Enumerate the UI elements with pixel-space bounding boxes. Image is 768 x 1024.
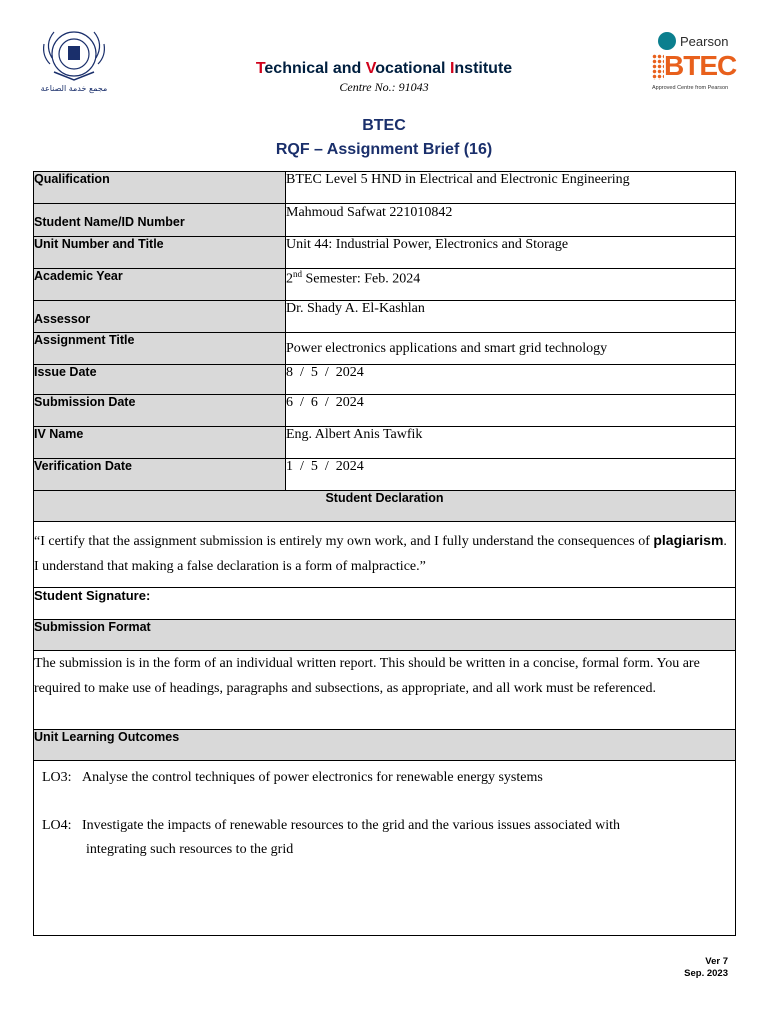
row-label: Qualification (34, 172, 286, 204)
institute-name: Technical and Vocational Institute (255, 60, 513, 77)
submission-format-heading: Submission Format (34, 620, 736, 651)
row-label: Unit Number and Title (34, 237, 286, 269)
submission-date-value: 6 / 6 / 2024 (286, 395, 736, 427)
unit-title-value: Unit 44: Industrial Power, Electronics and Storage (286, 237, 736, 269)
table-row (34, 491, 736, 522)
pearson-icon (658, 32, 676, 50)
student-signature-label: Student Signature: (34, 588, 736, 620)
document-title: BTEC (362, 117, 406, 134)
table-row (34, 651, 736, 730)
document-subtitle: RQF – Assignment Brief (16) (275, 141, 493, 158)
version-label: Ver 7 (705, 956, 728, 967)
btec-label: BTEC (664, 50, 737, 81)
logo-arabic-text: مجمع خدمة الصناعة (40, 84, 108, 93)
table-row (34, 172, 736, 204)
table-row (34, 588, 736, 620)
learning-outcomes-heading: Unit Learning Outcomes (34, 730, 736, 761)
version-date: Sep. 2023 (684, 968, 728, 979)
row-label: Verification Date (34, 459, 286, 491)
table-row (34, 395, 736, 427)
approved-centre-text: Approved Centre from Pearson (652, 85, 729, 91)
table-row (34, 459, 736, 491)
row-label: Assignment Title (34, 333, 286, 365)
qualification-value: BTEC Level 5 HND in Electrical and Electronic Engineering (286, 172, 736, 204)
table-row (34, 761, 736, 936)
list-item: LO3: Analyse the control techniques of power electronics for renewable energy systems (42, 770, 543, 785)
row-label: Issue Date (34, 365, 286, 395)
footer (684, 956, 728, 980)
learning-outcomes-list (34, 761, 736, 936)
row-label: Academic Year (34, 269, 286, 301)
verification-date-value: 1 / 5 / 2024 (286, 459, 736, 491)
submission-format-text: The submission is in the form of an individual written report. This should be written in a concise, formal form. You are required to make use of headings, paragraphs and subsections, as appropriate, and all work must be referenced. (34, 651, 736, 730)
student-name-value: Mahmoud Safwat 221010842 (286, 204, 736, 237)
table-row (34, 522, 736, 588)
table-row (34, 301, 736, 333)
pearson-label: Pearson (680, 34, 729, 49)
row-label: IV Name (34, 427, 286, 459)
table-row (34, 620, 736, 651)
row-label: Submission Date (34, 395, 286, 427)
issue-date-value: 8 / 5 / 2024 (286, 365, 736, 395)
declaration-text: “I certify that the assignment submission is entirely my own work, and I fully understand the consequences of plagiarism. I understand that making a false declaration is a form of malpractice.” (34, 522, 736, 588)
table-row (34, 204, 736, 237)
table-row (34, 237, 736, 269)
academic-year-value: 2nd Semester: Feb. 2024 (286, 269, 736, 301)
assignment-brief-table (33, 171, 736, 936)
table-row (34, 333, 736, 365)
list-item: LO4: Investigate the impacts of renewable resources to the grid and the various issues associated with (42, 818, 621, 833)
assessor-value: Dr. Shady A. El-Kashlan (286, 301, 736, 333)
assignment-title-value: Power electronics applications and smart grid technology (286, 333, 736, 365)
table-row (34, 730, 736, 761)
list-item-continuation: integrating such resources to the grid (86, 842, 294, 857)
table-row (34, 269, 736, 301)
table-row (34, 365, 736, 395)
centre-number: Centre No.: 91043 (339, 80, 429, 94)
row-label: Student Name/ID Number (34, 204, 286, 237)
row-label: Assessor (34, 301, 286, 333)
table-row (34, 427, 736, 459)
iv-name-value: Eng. Albert Anis Tawfik (286, 427, 736, 459)
student-declaration-heading: Student Declaration (34, 491, 736, 522)
